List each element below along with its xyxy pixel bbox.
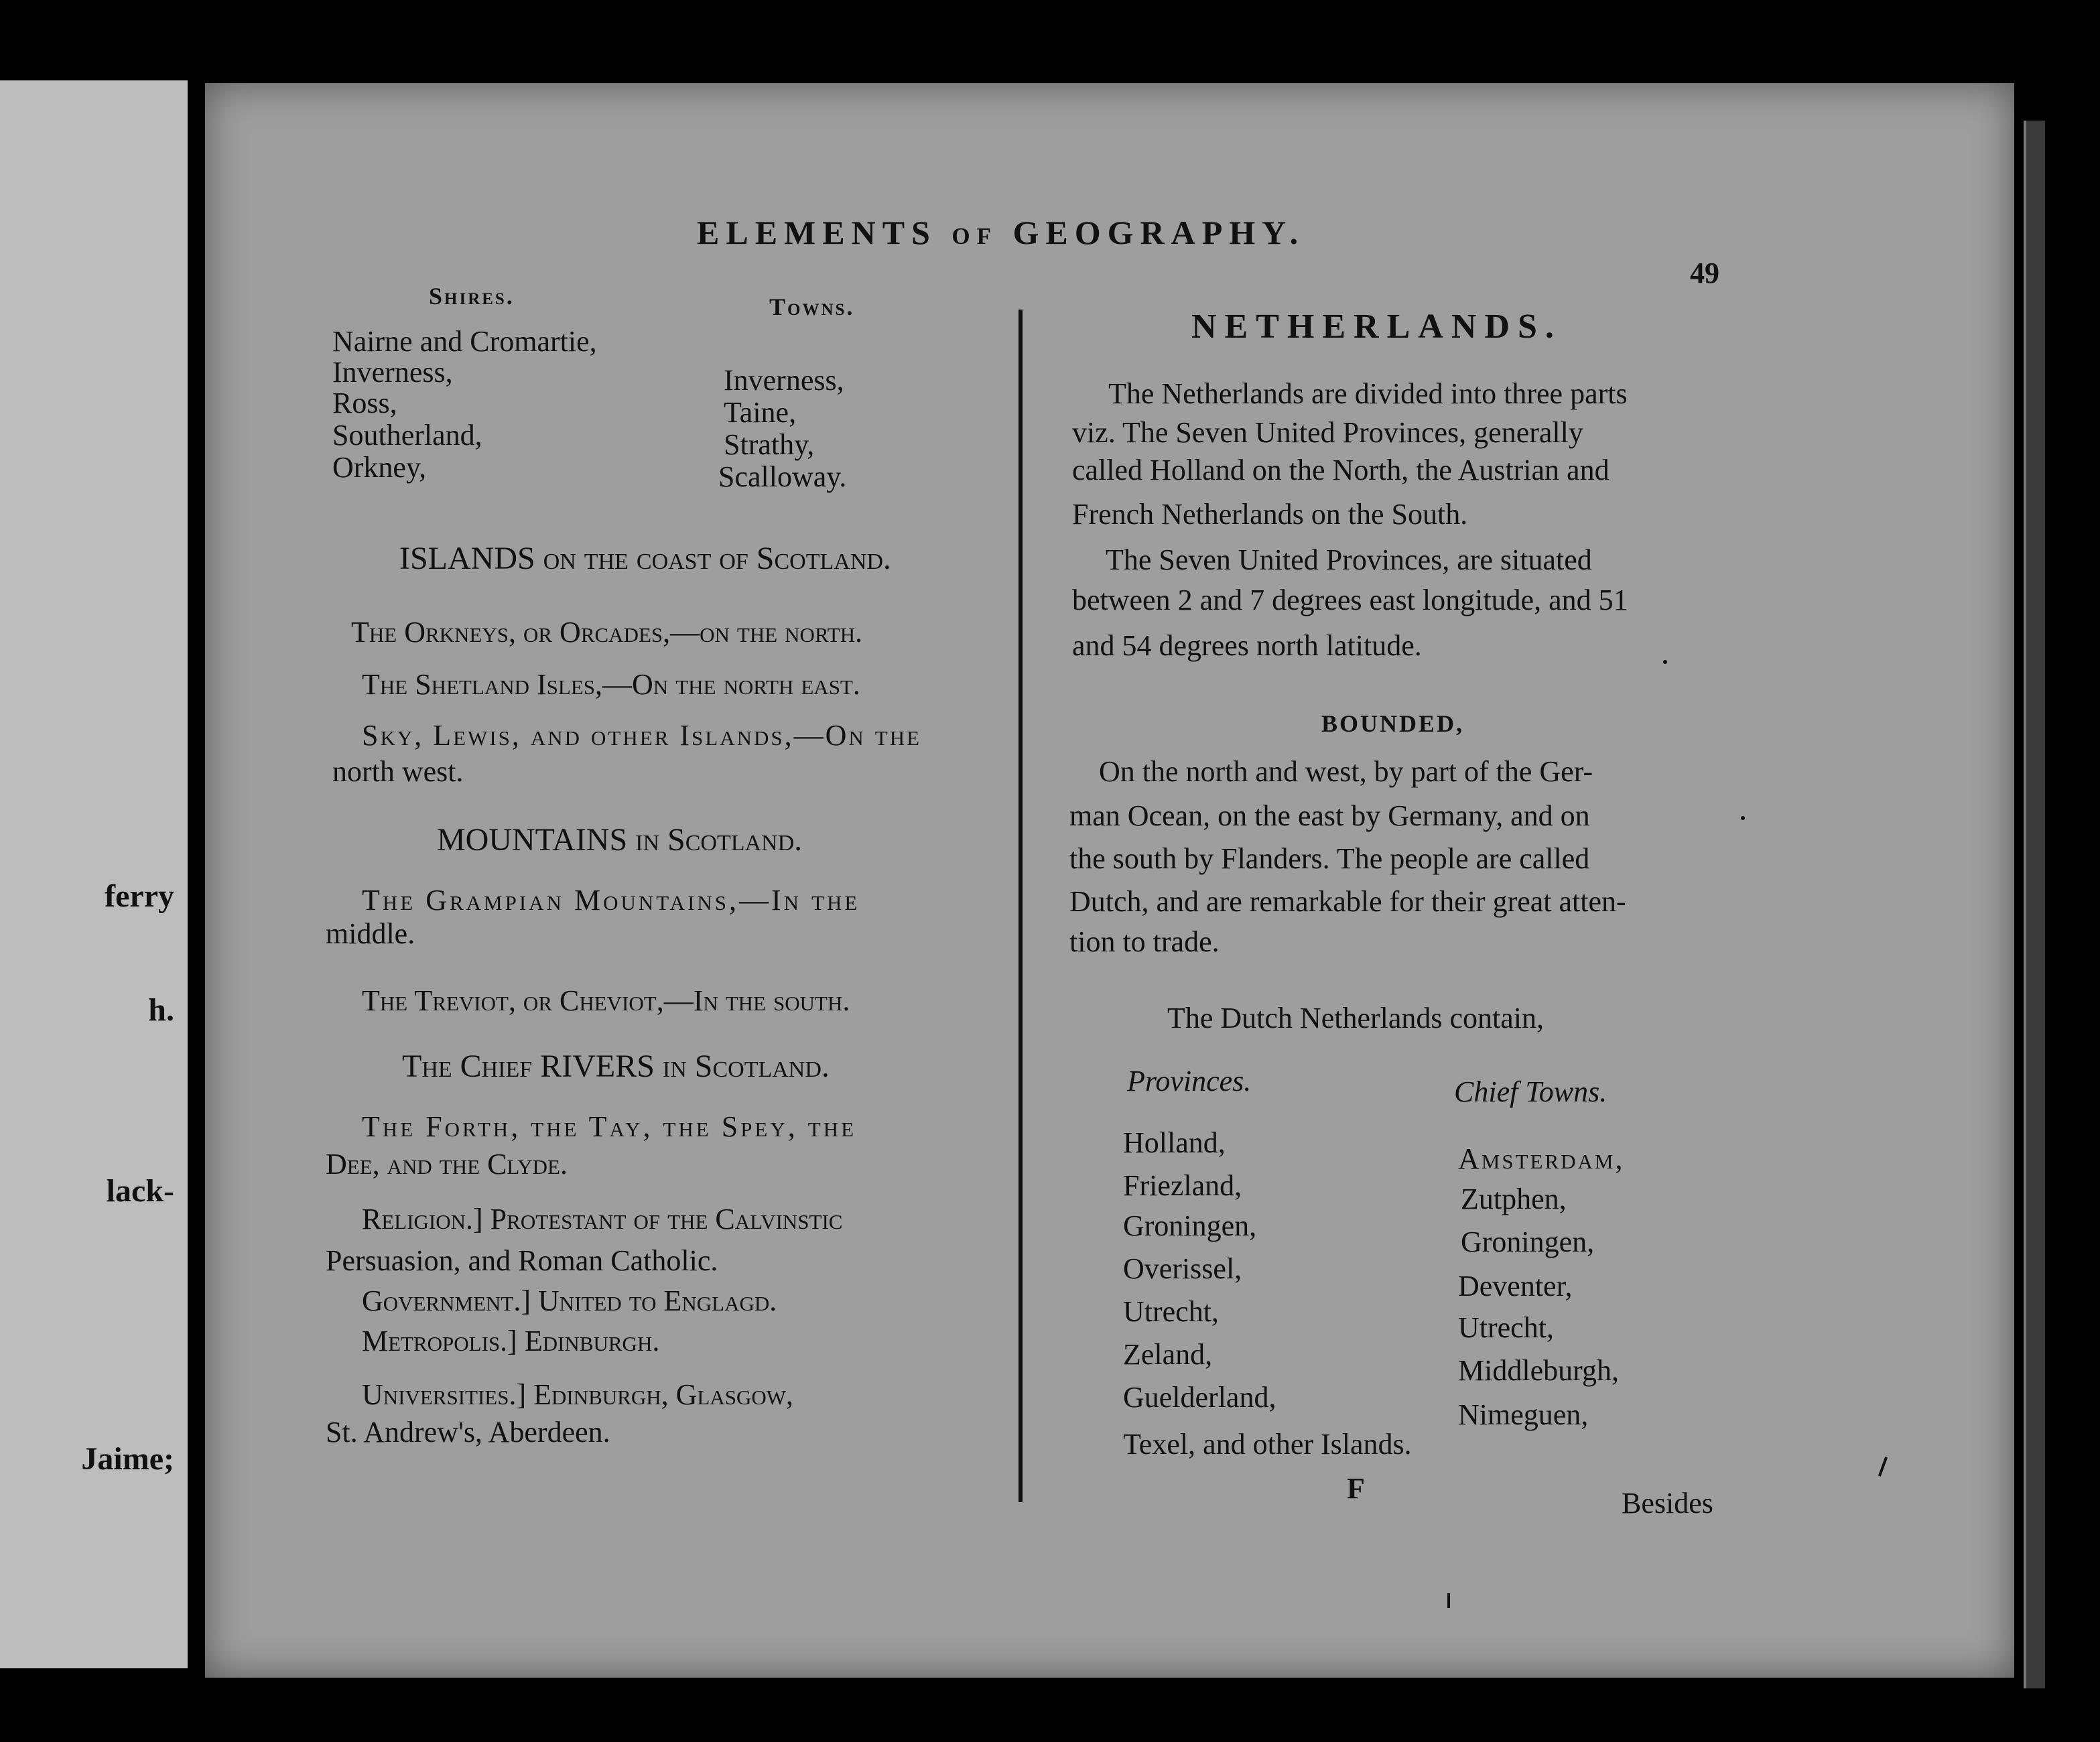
text-line: Texel, and other Islands. — [1123, 1428, 1412, 1461]
mountains-heading: MOUNTAINS in Scotland. — [437, 822, 803, 858]
text-line: St. Andrew's, Aberdeen. — [326, 1416, 610, 1449]
text-line: On the north and west, by part of the Ger- — [1099, 755, 1593, 788]
speck — [1447, 1593, 1450, 1608]
bounded-heading: BOUNDED, — [1321, 710, 1465, 737]
text-line: Metropolis.] Edinburgh. — [362, 1325, 660, 1357]
town-item: Groningen, — [1461, 1225, 1595, 1258]
town-item: Deventer, — [1458, 1270, 1573, 1302]
province-item: Guelderland, — [1123, 1381, 1276, 1414]
text-line: The Forth, the Tay, the Spey, the — [362, 1110, 857, 1143]
shire-item: Nairne and Cromartie, — [332, 325, 597, 358]
facing-page-fragment: h. — [148, 992, 174, 1028]
text-line: Dee, and the Clyde. — [326, 1148, 568, 1181]
text-line: The Grampian Mountains,—In the — [362, 884, 860, 917]
text-line: Dutch, and are remarkable for their great atten- — [1069, 885, 1626, 918]
shire-item: Ross, — [332, 387, 397, 419]
town-item: Zutphen, — [1461, 1183, 1567, 1215]
town-item: Amsterdam, — [1458, 1142, 1625, 1175]
text-line: Religion.] Protestant of the Calvinstic — [362, 1203, 843, 1235]
speck — [1741, 816, 1745, 820]
town-item: Strathy, — [724, 428, 815, 461]
signature-mark: F — [1347, 1472, 1365, 1505]
town-item: Scalloway. — [718, 460, 847, 493]
column-divider — [1019, 310, 1023, 1502]
chief-towns-heading: Chief Towns. — [1454, 1075, 1607, 1108]
dutch-heading: The Dutch Netherlands contain, — [1167, 1002, 1545, 1034]
province-item: Utrecht, — [1123, 1295, 1219, 1328]
text-line: middle. — [326, 917, 415, 950]
province-item: Groningen, — [1123, 1209, 1257, 1242]
province-item: Friezland, — [1123, 1169, 1242, 1202]
facing-page-fragment: ferry — [105, 878, 174, 914]
text-line: viz. The Seven United Provinces, generally — [1072, 416, 1583, 449]
text-line: the south by Flanders. The people are called — [1069, 842, 1590, 875]
shire-item: Orkney, — [332, 451, 427, 484]
text-line: The Orkneys, or Orcades,—on the north. — [351, 616, 863, 649]
town-item: Nimeguen, — [1458, 1398, 1589, 1431]
text-line: The Seven United Provinces, are situated — [1106, 543, 1592, 576]
text-line: between 2 and 7 degrees east longitude, and 51 — [1072, 584, 1628, 616]
page-number: 49 — [1690, 257, 1719, 289]
text-line: French Netherlands on the South. — [1072, 498, 1468, 531]
province-item: Zeland, — [1123, 1338, 1213, 1371]
islands-heading: ISLANDS on the coast of Scotland. — [399, 541, 891, 576]
towns-heading: Towns. — [769, 293, 855, 320]
provinces-heading: Provinces. — [1127, 1065, 1252, 1097]
town-item: Utrecht, — [1458, 1311, 1554, 1344]
page-edge — [2024, 121, 2045, 1688]
text-line: called Holland on the North, the Austrian and — [1072, 454, 1610, 486]
province-item: Overissel, — [1123, 1252, 1242, 1285]
text-line: The Shetland Isles,—On the north east. — [362, 668, 860, 701]
town-item: Middleburgh, — [1458, 1354, 1619, 1387]
text-line: Universities.] Edinburgh, Glasgow, — [362, 1378, 794, 1411]
catchword: Besides — [1622, 1487, 1713, 1520]
text-line: tion to trade. — [1069, 925, 1220, 958]
speck — [1663, 660, 1667, 664]
facing-page-fragment: lack- — [106, 1173, 174, 1209]
facing-page — [0, 80, 188, 1668]
text-line: Government.] United to Englagd. — [362, 1284, 777, 1317]
rivers-heading: The Chief RIVERS in Scotland. — [402, 1049, 830, 1084]
town-item: Taine, — [724, 396, 797, 429]
shires-heading: Shires. — [429, 283, 515, 310]
text-line: The Treviot, or Cheviot,—In the south. — [362, 984, 850, 1017]
netherlands-heading: NETHERLANDS. — [1191, 308, 1562, 346]
shire-item: Inverness, — [332, 356, 453, 389]
shire-item: Southerland, — [332, 419, 482, 452]
running-head: ELEMENTS of GEOGRAPHY. — [697, 214, 1305, 251]
text-line: Persuasion, and Roman Catholic. — [326, 1244, 718, 1277]
text-line: The Netherlands are divided into three parts — [1108, 377, 1628, 410]
town-item: Inverness, — [724, 364, 844, 397]
facing-page-fragment: Jaime; — [81, 1441, 174, 1477]
text-line: Sky, Lewis, and other Islands,—On the — [362, 719, 922, 752]
province-item: Holland, — [1123, 1126, 1226, 1159]
text-line: north west. — [332, 755, 464, 788]
text-line: and 54 degrees north latitude. — [1072, 629, 1422, 662]
text-line: man Ocean, on the east by Germany, and on — [1069, 799, 1590, 832]
